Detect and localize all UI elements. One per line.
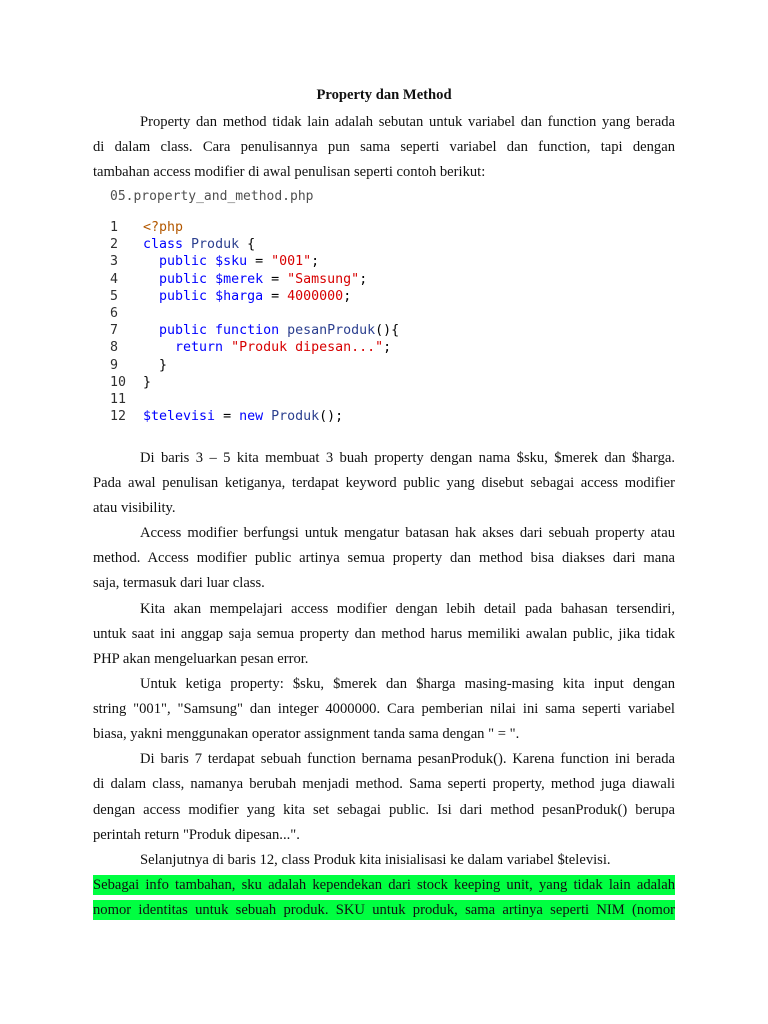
code-line-number: 5 bbox=[110, 288, 119, 304]
code-line bbox=[110, 322, 399, 339]
code-line-number: 12 bbox=[110, 409, 127, 425]
code-token: public bbox=[143, 288, 216, 304]
paragraph-line bbox=[140, 850, 675, 870]
code-token: 4000000 bbox=[287, 288, 344, 304]
code-token: <?php bbox=[143, 220, 184, 235]
code-token: "Produk dipesan..." bbox=[231, 340, 384, 356]
paragraph-line bbox=[93, 162, 675, 182]
paragraph-line-text: Selanjutnya di baris 12, class Produk kita inisialisasi ke dalam variabel $televisi. bbox=[140, 852, 611, 868]
paragraph-line bbox=[140, 599, 675, 619]
paragraph-line-text: Di baris 3 – 5 kita membuat 3 buah property dengan nama $sku, $merek dan $harga. bbox=[140, 450, 675, 466]
code-line bbox=[110, 391, 399, 408]
code-line-number: 10 bbox=[110, 374, 127, 390]
paragraph-line-text: Property dan method tidak lain adalah sebutan untuk variabel dan function yang berada bbox=[140, 114, 675, 130]
code-token: = bbox=[263, 288, 288, 304]
paragraph-line-text: biasa, yakni menggunakan operator assignment tanda sama dengan " = ". bbox=[93, 726, 520, 742]
code-token: { bbox=[239, 237, 256, 253]
code-token: public bbox=[143, 254, 216, 270]
paragraph-line bbox=[93, 137, 675, 157]
code-line bbox=[110, 271, 399, 288]
paragraph-line bbox=[93, 548, 675, 568]
paragraph-line-text: atau visibility. bbox=[93, 500, 176, 516]
highlighted-text-line bbox=[93, 875, 675, 895]
paragraph-line bbox=[93, 498, 675, 518]
code-line-number: 4 bbox=[110, 271, 119, 287]
code-token: $televisi bbox=[143, 409, 216, 425]
code-token: } bbox=[143, 357, 168, 373]
code-token: ; bbox=[359, 271, 368, 287]
paragraph-line bbox=[93, 699, 675, 719]
code-line-number: 6 bbox=[110, 305, 119, 321]
code-line bbox=[110, 236, 399, 253]
paragraph-line bbox=[140, 448, 675, 468]
code-line-number: 7 bbox=[110, 323, 119, 339]
code-token: (){ bbox=[375, 323, 400, 339]
paragraph-line-text: Sebagai info tambahan, sku adalah kependekan dari stock keeping unit, yang tidak lain adalah bbox=[93, 877, 675, 893]
paragraph-line bbox=[140, 112, 675, 132]
code-token: public function bbox=[143, 323, 288, 339]
code-line-number: 8 bbox=[110, 340, 119, 356]
paragraph-line bbox=[140, 674, 675, 694]
paragraph-line bbox=[93, 473, 675, 493]
code-token: public bbox=[143, 271, 216, 287]
highlighted-text-line bbox=[93, 900, 675, 920]
code-token: pesanProduk bbox=[287, 323, 376, 339]
code-token: = bbox=[263, 271, 288, 287]
paragraph-line-text: Untuk ketiga property: $sku, $merek dan $harga masing-masing kita input dengan bbox=[140, 676, 675, 692]
code-token: class bbox=[143, 237, 192, 253]
code-token: new bbox=[239, 409, 272, 425]
paragraph-line-text: Di baris 7 terdapat sebuah function bernama pesanProduk(). Karena function ini berada bbox=[140, 751, 675, 767]
paragraph-line-text: dengan access modifier yang kita set sebagai public. Isi dari method pesanProduk() berupa bbox=[93, 802, 675, 818]
paragraph-line-text: PHP akan mengeluarkan pesan error. bbox=[93, 651, 309, 667]
code-token: "001" bbox=[271, 254, 312, 270]
paragraph-line bbox=[93, 774, 675, 794]
code-token: ; bbox=[383, 340, 392, 356]
paragraph-line bbox=[140, 749, 675, 769]
code-token: Produk bbox=[271, 409, 320, 425]
code-token: return bbox=[143, 340, 232, 356]
code-token: = bbox=[247, 254, 272, 270]
code-line-number: 2 bbox=[110, 237, 119, 253]
paragraph-line bbox=[93, 649, 675, 669]
code-token: $sku bbox=[215, 254, 248, 270]
code-token: ; bbox=[343, 288, 352, 304]
paragraph-line bbox=[140, 523, 675, 543]
code-token: Produk bbox=[191, 237, 240, 253]
paragraph-line bbox=[93, 573, 675, 593]
code-block bbox=[110, 219, 399, 425]
code-token: $merek bbox=[215, 271, 264, 287]
code-filename: 05.property_and_method.php bbox=[110, 189, 314, 204]
code-line bbox=[110, 408, 399, 425]
paragraph-line-text: di dalam class. Cara penulisannya pun sama seperti variabel dan function, tapi dengan bbox=[93, 139, 675, 155]
code-line-number: 9 bbox=[110, 357, 119, 373]
code-token: "Samsung" bbox=[287, 271, 360, 287]
paragraph-line-text: perintah return "Produk dipesan...". bbox=[93, 827, 300, 843]
paragraph-line-text: method. Access modifier public artinya semua property dan method bisa diakses dari mana bbox=[93, 550, 675, 566]
code-line-number: 1 bbox=[110, 220, 119, 235]
paragraph-line-text: untuk saat ini anggap saja semua property dan method harus memiliki awalan public, jika tidak bbox=[93, 626, 675, 642]
paragraph-line-text: tambahan access modifier di awal penulisan seperti contoh berikut: bbox=[93, 164, 486, 180]
code-line bbox=[110, 253, 399, 270]
code-token: } bbox=[143, 374, 152, 390]
code-line-number: 11 bbox=[110, 391, 127, 407]
code-line bbox=[110, 288, 399, 305]
code-line bbox=[110, 305, 399, 322]
paragraph-line-text: Access modifier berfungsi untuk mengatur batasan hak akses dari sebuah property atau bbox=[140, 525, 675, 541]
code-line bbox=[110, 219, 399, 236]
paragraph-line bbox=[93, 800, 675, 820]
code-line bbox=[110, 339, 399, 356]
code-line-number: 3 bbox=[110, 254, 119, 270]
paragraph-line bbox=[93, 724, 675, 744]
code-token: $harga bbox=[215, 288, 264, 304]
paragraph-line bbox=[93, 624, 675, 644]
paragraph-line-text: Kita akan mempelajari access modifier dengan lebih detail pada bahasan tersendiri, bbox=[140, 601, 675, 617]
paragraph-line-text: nomor identitas untuk sebuah produk. SKU untuk produk, sama artinya seperti NIM (nomor bbox=[93, 902, 675, 918]
code-token: = bbox=[215, 409, 240, 425]
paragraph-line-text: Pada awal penulisan ketiganya, terdapat keyword public yang disebut sebagai access modifier bbox=[93, 475, 675, 491]
paragraph-line-text: string "001", "Samsung" dan integer 4000000. Cara pemberian nilai ini sama seperti variabel bbox=[93, 701, 675, 717]
page-title: Property dan Method bbox=[316, 87, 452, 103]
code-token: ; bbox=[311, 254, 320, 270]
code-line bbox=[110, 357, 399, 374]
code-line bbox=[110, 374, 399, 391]
paragraph-line-text: saja, termasuk dari luar class. bbox=[93, 575, 265, 591]
paragraph-line-text: di dalam class, namanya berubah menjadi method. Sama seperti property, method juga diawali bbox=[93, 776, 675, 792]
paragraph-line bbox=[93, 825, 675, 845]
code-token: (); bbox=[319, 409, 344, 425]
